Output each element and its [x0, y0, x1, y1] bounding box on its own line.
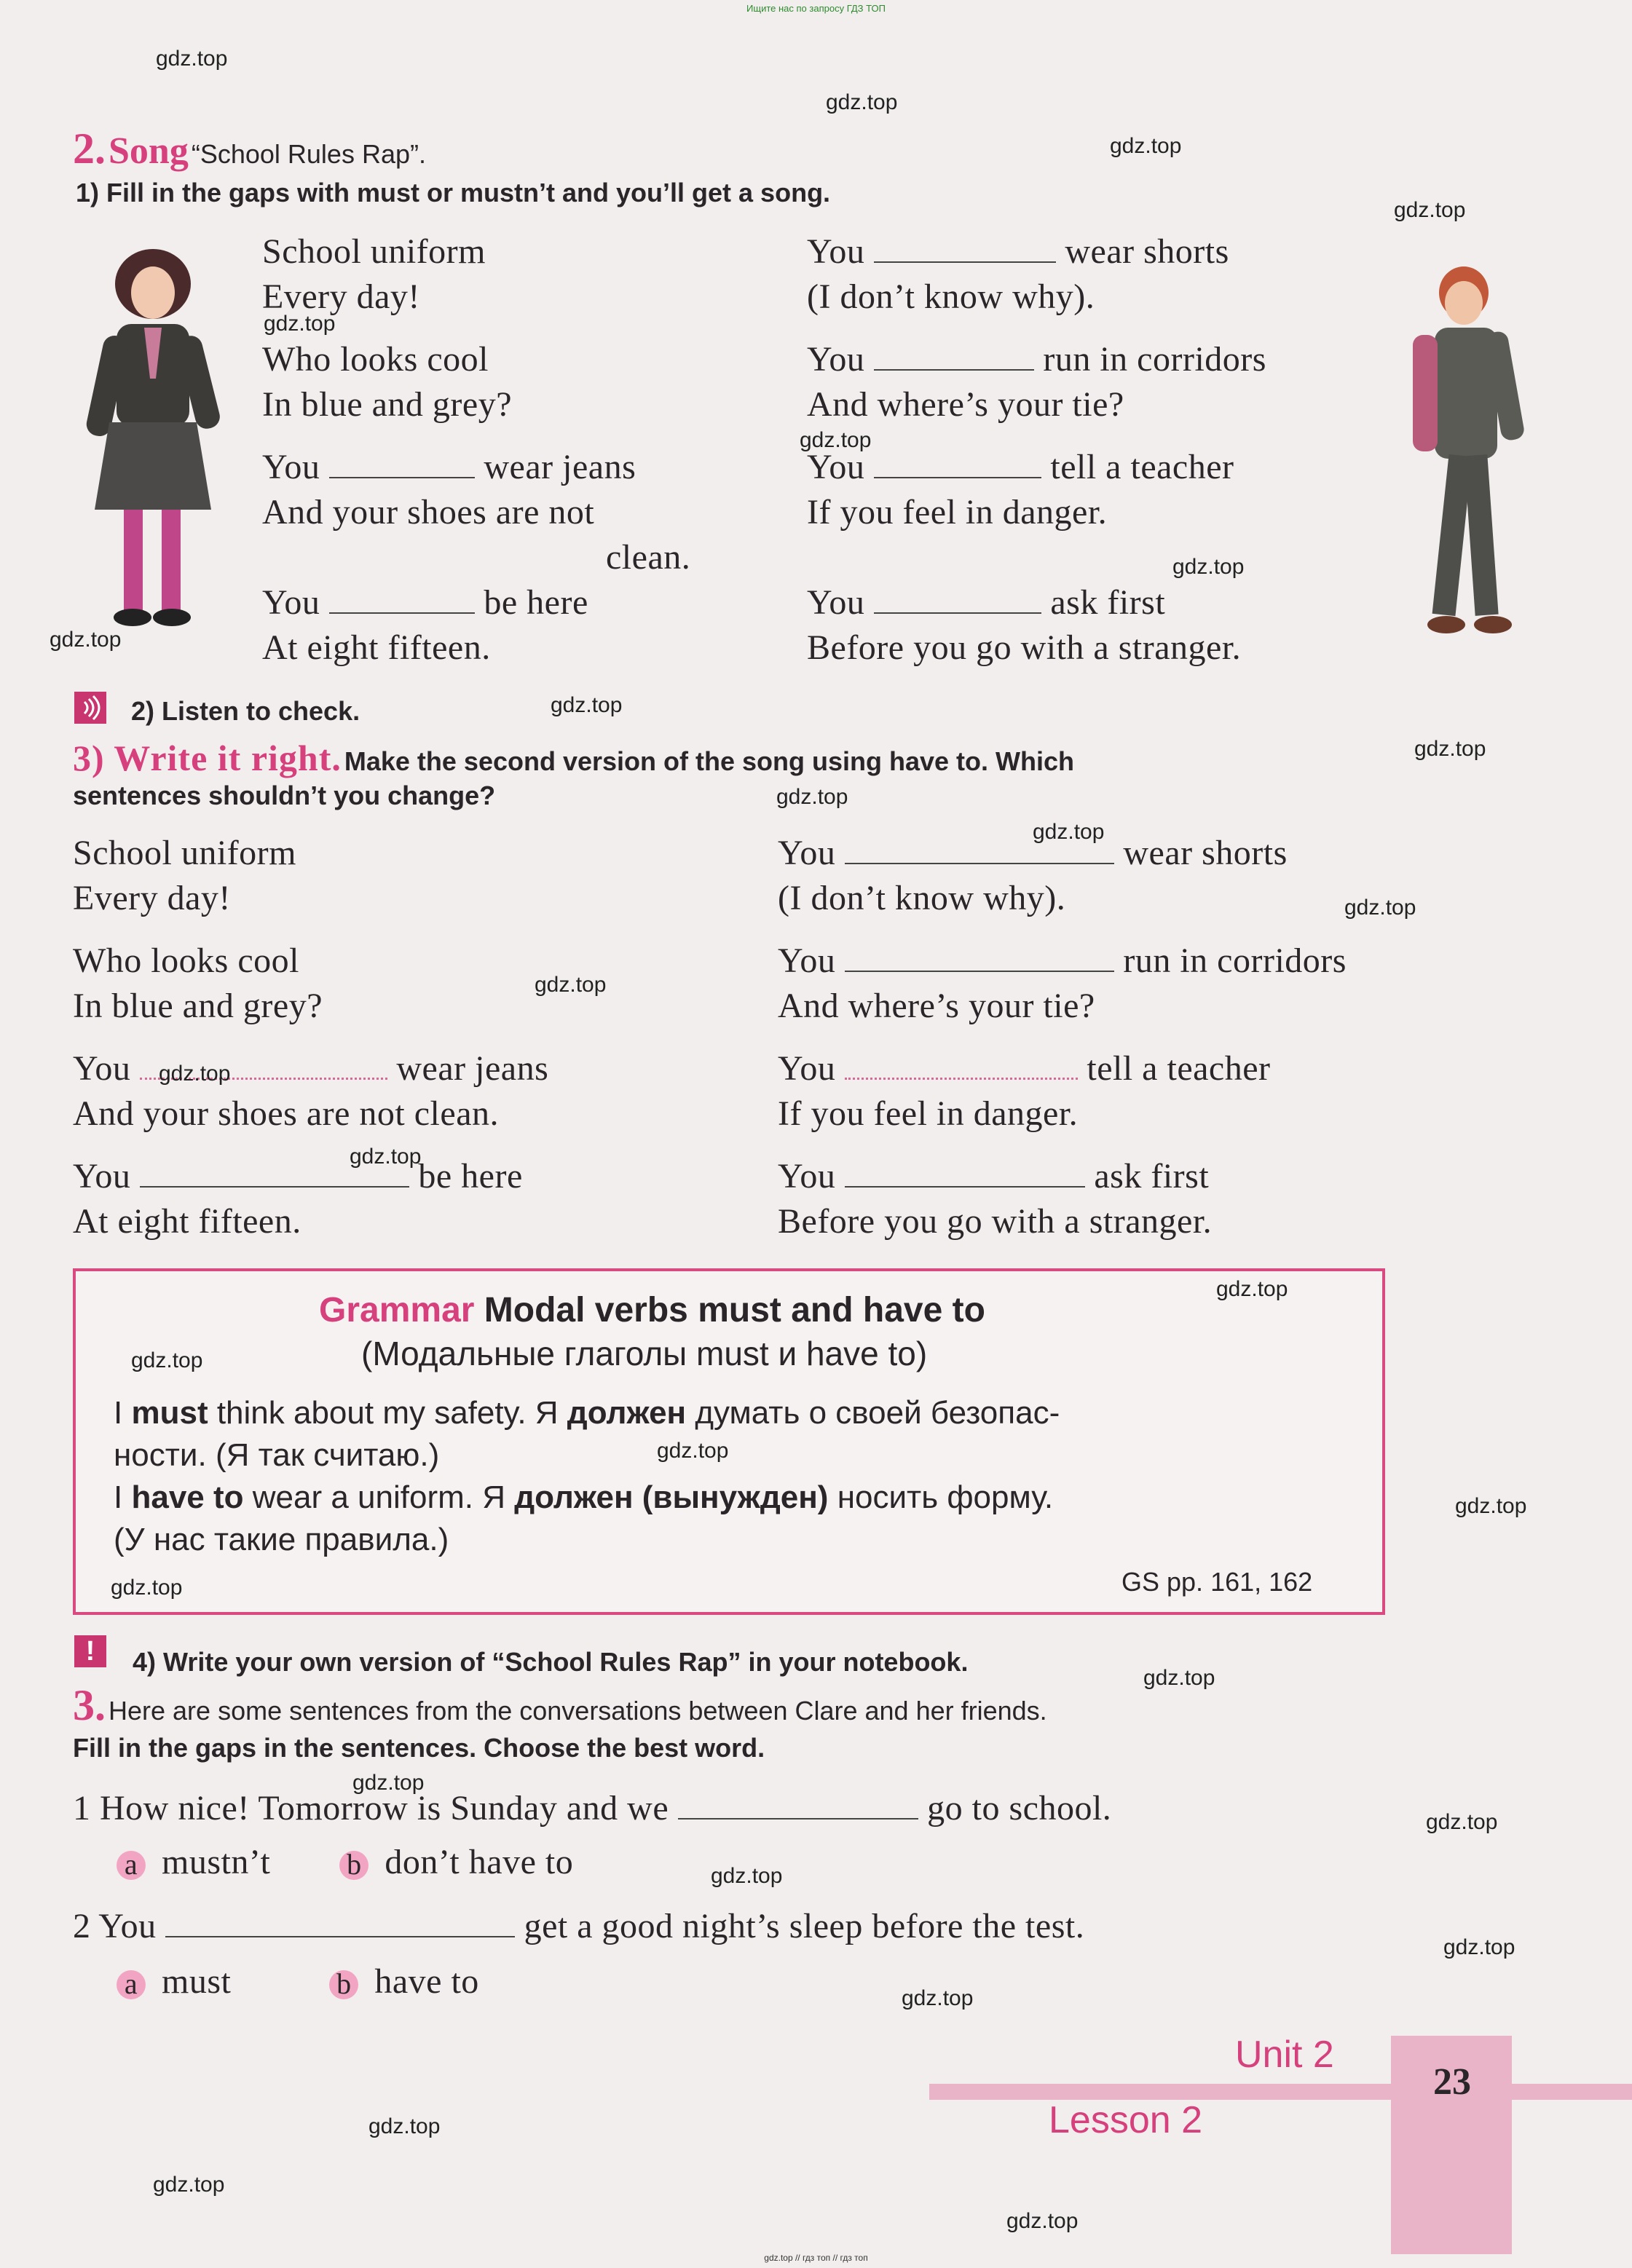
- watermark: gdz.top: [1414, 737, 1486, 761]
- gap-blank[interactable]: [329, 451, 475, 478]
- watermark: gdz.top: [1426, 1810, 1498, 1834]
- footer-note: gdz.top // гдз топ // гдз топ: [764, 2253, 868, 2263]
- watermark: gdz.top: [800, 428, 872, 452]
- song1-right-line: And where’s your tie?: [807, 385, 1124, 424]
- watermark: gdz.top: [1394, 198, 1466, 222]
- song1-right-line: Before you go with a stranger.: [807, 628, 1242, 667]
- watermark: gdz.top: [1172, 555, 1245, 579]
- song2-left-line: Every day!: [73, 879, 231, 917]
- watermark: gdz.top: [50, 628, 122, 652]
- exclamation-icon: !: [74, 1635, 106, 1667]
- watermark: gdz.top: [264, 312, 336, 336]
- song2-left-line: School uniform: [73, 834, 296, 872]
- song2-right-line: You tell a teacher: [778, 1049, 1271, 1088]
- watermark: gdz.top: [1006, 2209, 1079, 2233]
- song2-right-line: Before you go with a stranger.: [778, 1202, 1213, 1241]
- watermark: gdz.top: [350, 1145, 422, 1169]
- song1-left-line: At eight fifteen.: [262, 628, 491, 667]
- gap-blank[interactable]: [165, 1910, 515, 1937]
- song2-right-line: You wear shorts: [778, 834, 1288, 872]
- question-2: 2 You get a good night’s sleep before the test.: [73, 1907, 1085, 1945]
- song1-left-line: You wear jeans: [262, 448, 636, 486]
- song1-left-line: Every day!: [262, 277, 420, 316]
- watermark: gdz.top: [1143, 1666, 1215, 1690]
- audio-icon: [74, 692, 106, 724]
- watermark: gdz.top: [352, 1771, 425, 1795]
- song2-right-line: (I don’t know why).: [778, 879, 1066, 917]
- song2-right-line: And where’s your tie?: [778, 987, 1095, 1025]
- gap-blank[interactable]: [874, 343, 1034, 371]
- gap-blank[interactable]: [845, 944, 1114, 972]
- option-b-marker[interactable]: b: [339, 1851, 368, 1880]
- footer-band-left: [929, 2084, 1391, 2100]
- song1-left-line: In blue and grey?: [262, 385, 513, 424]
- watermark: gdz.top: [776, 785, 848, 809]
- song1-right-line: You wear shorts: [807, 232, 1229, 271]
- watermark: gdz.top: [131, 1348, 203, 1372]
- song2-left-line: And your shoes are not clean.: [73, 1094, 499, 1133]
- gap-blank[interactable]: [874, 451, 1041, 478]
- watermark: gdz.top: [657, 1439, 729, 1463]
- watermark: gdz.top: [535, 973, 607, 997]
- lesson-label: Lesson 2: [1049, 2099, 1203, 2141]
- section3-heading: 3. Here are some sentences from the conversations between Clare and her friends.: [73, 1681, 1047, 1729]
- song1-left-line: And your shoes are not: [262, 493, 595, 532]
- task4-instruction: 4) Write your own version of “School Rules Rap” in your notebook.: [133, 1647, 969, 1677]
- grammar-example-2-cont: (У нас такие правила.): [114, 1522, 449, 1557]
- watermark: gdz.top: [902, 1986, 974, 2010]
- song1-left-line: You be here: [262, 583, 588, 622]
- song2-left-line: At eight fifteen.: [73, 1202, 301, 1241]
- grammar-example-1-cont: ности. (Я так считаю.): [114, 1437, 440, 1473]
- unit-label: Unit 2: [1235, 2034, 1334, 2076]
- option-a-marker[interactable]: a: [117, 1851, 146, 1880]
- option-a[interactable]: must: [162, 1962, 232, 2001]
- watermark: gdz.top: [1455, 1494, 1527, 1518]
- song2-left-line: Who looks cool: [73, 941, 299, 980]
- watermark: gdz.top: [1033, 820, 1105, 844]
- gap-blank[interactable]: [874, 586, 1041, 614]
- grammar-title: Grammar Modal verbs must and have to: [319, 1291, 985, 1329]
- song1-left-line: clean.: [606, 538, 691, 577]
- gap-blank[interactable]: [845, 1051, 1078, 1080]
- watermark: gdz.top: [1110, 134, 1182, 158]
- watermark: gdz.top: [159, 1062, 231, 1086]
- gap-blank[interactable]: [874, 235, 1056, 263]
- option-a-marker[interactable]: a: [117, 1970, 146, 1999]
- grammar-example-1: I must think about my safety. Я должен думать о своей безопас-: [114, 1395, 1060, 1431]
- watermark: gdz.top: [1344, 896, 1416, 920]
- watermark: gdz.top: [551, 693, 623, 717]
- song1-right-line: You ask first: [807, 583, 1166, 622]
- section2-subtitle: “School Rules Rap”.: [191, 139, 426, 169]
- song1-left-line: Who looks cool: [262, 340, 489, 379]
- section2-title: Song: [109, 130, 189, 172]
- song2-left-line: In blue and grey?: [73, 987, 323, 1025]
- song2-right-line: You run in corridors: [778, 941, 1347, 980]
- option-b-marker[interactable]: b: [329, 1970, 358, 1999]
- grammar-reference: GS pp. 161, 162: [1121, 1567, 1313, 1597]
- song2-left-line: You wear jeans: [73, 1049, 549, 1088]
- task1-instruction: 1) Fill in the gaps with must or mustn’t and you’ll get a song.: [76, 178, 831, 208]
- question-2-options: [117, 1961, 479, 2002]
- song1-left-line: School uniform: [262, 232, 486, 271]
- task2-instruction: 2) Listen to check.: [131, 696, 360, 726]
- gap-blank[interactable]: [678, 1792, 918, 1819]
- song1-right-line: If you feel in danger.: [807, 493, 1108, 532]
- song2-right-line: You ask first: [778, 1157, 1210, 1196]
- song1-right-line: You tell a teacher: [807, 448, 1234, 486]
- task3-instruction-2: sentences shouldn’t you change?: [73, 781, 496, 810]
- question-1: 1 How nice! Tomorrow is Sunday and we go to school.: [73, 1789, 1112, 1828]
- girl-illustration: [66, 248, 240, 641]
- song2-right-line: If you feel in danger.: [778, 1094, 1079, 1133]
- question-1-options: [117, 1842, 573, 1882]
- watermark: gdz.top: [711, 1864, 783, 1888]
- song1-right-line: (I don’t know why).: [807, 277, 1095, 316]
- boy-illustration: [1384, 262, 1544, 655]
- watermark: gdz.top: [156, 47, 228, 71]
- song2-left-line: You be here: [73, 1157, 523, 1196]
- option-b[interactable]: have to: [374, 1962, 479, 2001]
- watermark: gdz.top: [111, 1576, 183, 1600]
- watermark: gdz.top: [826, 90, 898, 114]
- watermark: gdz.top: [153, 2173, 225, 2197]
- grammar-box: [73, 1268, 1385, 1615]
- section2-heading: [73, 124, 426, 174]
- task3-instruction: 3) Write it right. Make the second version of the song using have to. Which: [73, 738, 1075, 778]
- option-a[interactable]: mustn’t: [162, 1843, 271, 1881]
- page-number: 23: [1433, 2061, 1471, 2103]
- grammar-title-ru: (Модальные глаголы must и have to): [361, 1335, 928, 1372]
- watermark: gdz.top: [368, 2114, 441, 2138]
- song1-right-line: You run in corridors: [807, 340, 1266, 379]
- header-note: Ищите нас по запросу ГДЗ ТОП: [746, 3, 886, 14]
- footer-band-right: [1512, 2084, 1632, 2100]
- section2-number: 2.: [73, 125, 106, 173]
- section3-instruction: Fill in the gaps in the sentences. Choose the best word.: [73, 1733, 765, 1763]
- watermark: gdz.top: [1443, 1935, 1515, 1959]
- grammar-example-2: I have to wear a uniform. Я должен (вынужден) носить форму.: [114, 1479, 1054, 1515]
- option-b[interactable]: don’t have to: [385, 1843, 574, 1881]
- gap-blank[interactable]: [845, 1160, 1085, 1188]
- watermark: gdz.top: [1216, 1277, 1288, 1301]
- gap-blank[interactable]: [329, 586, 475, 614]
